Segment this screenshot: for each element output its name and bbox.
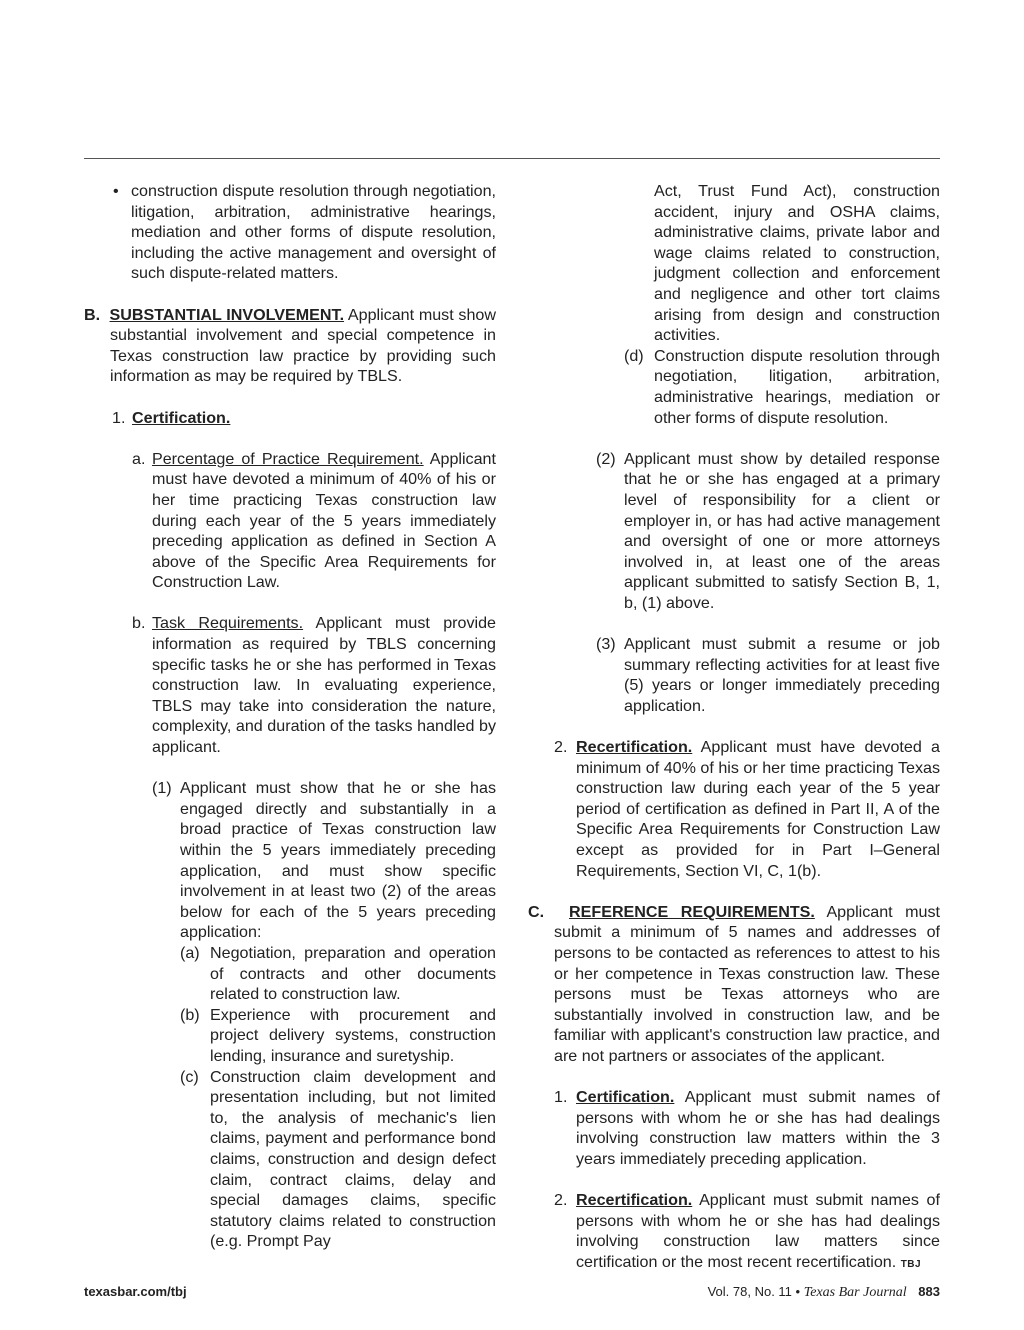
right-column [528, 181, 940, 1275]
sub-item-a-text: Negotiation, preparation and operation of contracts and other documents related to construction law. [210, 943, 496, 1004]
sub-item-d-text: Construction dispute resolution through negotiation, litigation, arbitration, administrative hearings, mediation or other forms of dispute resolution. [654, 346, 940, 427]
recertification-heading: Recertification. [576, 738, 693, 757]
item-2-marker: (2) [596, 449, 616, 468]
section-c-letter: C. [528, 902, 545, 921]
footer-citation [708, 1284, 940, 1301]
recertification-text: Applicant must have devoted a minimum of 40% of his or her time practicing Texas construction law during each year of the 5 year period of certification as defined in Part II, A of the Specific Area Requirements for Construction Law except as provided for in Part I–General Requirements, Section VI, C, 1(b). [576, 738, 940, 880]
sub-item-d [528, 346, 940, 428]
section-b-heading: SUBSTANTIAL INVOLVEMENT. [109, 305, 345, 324]
item-3 [528, 634, 940, 716]
sub-item-c-marker: (c) [180, 1067, 199, 1086]
item-2-text: Applicant must show by detailed response that he or she has engaged at a primary level of responsibility for a client or employer in, or has had active management and oversight of one or more attorneys involved in, at least one of the areas applicant submitted to satisfy Section B, 1, b, (1) above. [624, 449, 940, 612]
reference-certification-text: Applicant must submit names of persons with whom he or she has had dealings involving construction law matters within the 3 years immediately preceding application. [576, 1088, 940, 1168]
item-a [84, 449, 496, 593]
item-b-text: Applicant must provide information as required by TBLS concerning specific tasks he or she has performed in Texas construction law. In evaluating experience, TBLS may take into consideration the nature, complexity, and duration of the tasks handled by applicant. [152, 614, 496, 757]
footer-journal: Texas Bar Journal [803, 1285, 907, 1300]
certification-heading [84, 408, 496, 429]
bullet-item [84, 181, 496, 284]
certification-title: Certification. [132, 408, 231, 427]
section-b-letter: B. [84, 305, 101, 324]
recertification-number: 2. [554, 738, 568, 757]
item-b-heading: Task Requirements. [152, 614, 304, 633]
section-c-heading: REFERENCE REQUIREMENTS. [569, 902, 815, 921]
sub-item-c [84, 1067, 496, 1252]
header-rule [84, 158, 940, 159]
footer-site-link[interactable]: texasbar.com/tbj [84, 1284, 187, 1299]
sub-item-b [84, 1005, 496, 1067]
footer-separator: • [795, 1284, 801, 1299]
sub-item-d-marker: (d) [624, 346, 644, 365]
item-1-text: Applicant must show that he or she has engaged directly and substantially in a broad practice of Texas construction law within the 5 years immediately preceding application, and must show specific involvement in at least two (2) of the areas below for each of the 5 years preceding application: [180, 779, 496, 942]
bullet-text: construction dispute resolution through negotiation, litigation, arbitration, administrative hearings, mediation and other forms of dispute resolution, including the active management and oversight of such dispute-related matters. [131, 182, 496, 283]
item-b-marker: b. [132, 614, 146, 633]
sub-item-c-continued: Act, Trust Fund Act), construction accident, injury and OSHA claims, administrative claims, private labor and wage claims related to construction, judgment collection and enforcement and negligence and other tort claims arising from design and construction activities. [654, 182, 940, 345]
section-c [528, 902, 940, 1067]
item-2 [528, 449, 940, 614]
reference-recertification [528, 1190, 940, 1275]
sub-item-b-marker: (b) [180, 1005, 200, 1024]
item-a-marker: a. [132, 449, 146, 468]
bullet-marker: • [113, 182, 119, 200]
certification-number: 1. [112, 408, 126, 427]
reference-certification-heading: Certification. [576, 1088, 675, 1107]
section-b-text: Applicant must show substantial involvement and special competence in Texas construction law practice by providing such information as may be required by TBLS. [110, 305, 496, 386]
section-c-text: Applicant must submit a minimum of 5 names and addresses of persons to be contacted as references to attest to his or her competence in Texas construction law. These persons must be Texas attorneys who are substantially involved in construction law, and be familiar with applicant's construction law practice, and are not partners or associates of the applicant. [554, 902, 940, 1065]
section-b [84, 305, 496, 387]
sub-item-a [84, 943, 496, 1005]
sub-item-b-text: Experience with procurement and project delivery systems, construction lending, insurance and suretyship. [210, 1005, 496, 1065]
left-column [84, 181, 496, 1252]
item-1 [84, 778, 496, 943]
sub-item-c-text: Construction claim development and presentation including, but not limited to, the analysis of mechanic's lien claims, payment and performance bond claims, construction and design defect claim, contract claims, delay and special damages claims, specific statutory claims related to construction (e.g. Prompt Pay [210, 1067, 496, 1251]
reference-recertification-number: 2. [554, 1191, 568, 1210]
reference-certification-number: 1. [554, 1088, 568, 1107]
item-1-marker: (1) [152, 779, 172, 798]
tbj-end-mark: TBJ [900, 1258, 922, 1270]
item-a-text: Applicant must have devoted a minimum of 40% of his or her time practicing Texas construction law during each year of the 5 years immediately preceding application as defined in Section A above of the Specific Area Requirements for Construction Law. [152, 449, 496, 592]
reference-recertification-heading: Recertification. [576, 1191, 693, 1210]
item-b [84, 613, 496, 757]
item-3-text: Applicant must submit a resume or job summary reflecting activities for at least five (5) years or longer immediately preceding application. [624, 635, 940, 715]
reference-recertification-text: Applicant must submit names of persons with whom he or she has had dealings involving construction law matters since certification or the most recent recertification. [576, 1191, 940, 1271]
page-number: 883 [918, 1284, 940, 1299]
reference-certification [528, 1087, 940, 1169]
footer-volume: Vol. 78, No. 11 [707, 1284, 792, 1299]
recertification [528, 737, 940, 881]
item-3-marker: (3) [596, 635, 616, 654]
item-a-heading: Percentage of Practice Requirement. [152, 449, 424, 468]
sub-item-a-marker: (a) [180, 943, 200, 962]
